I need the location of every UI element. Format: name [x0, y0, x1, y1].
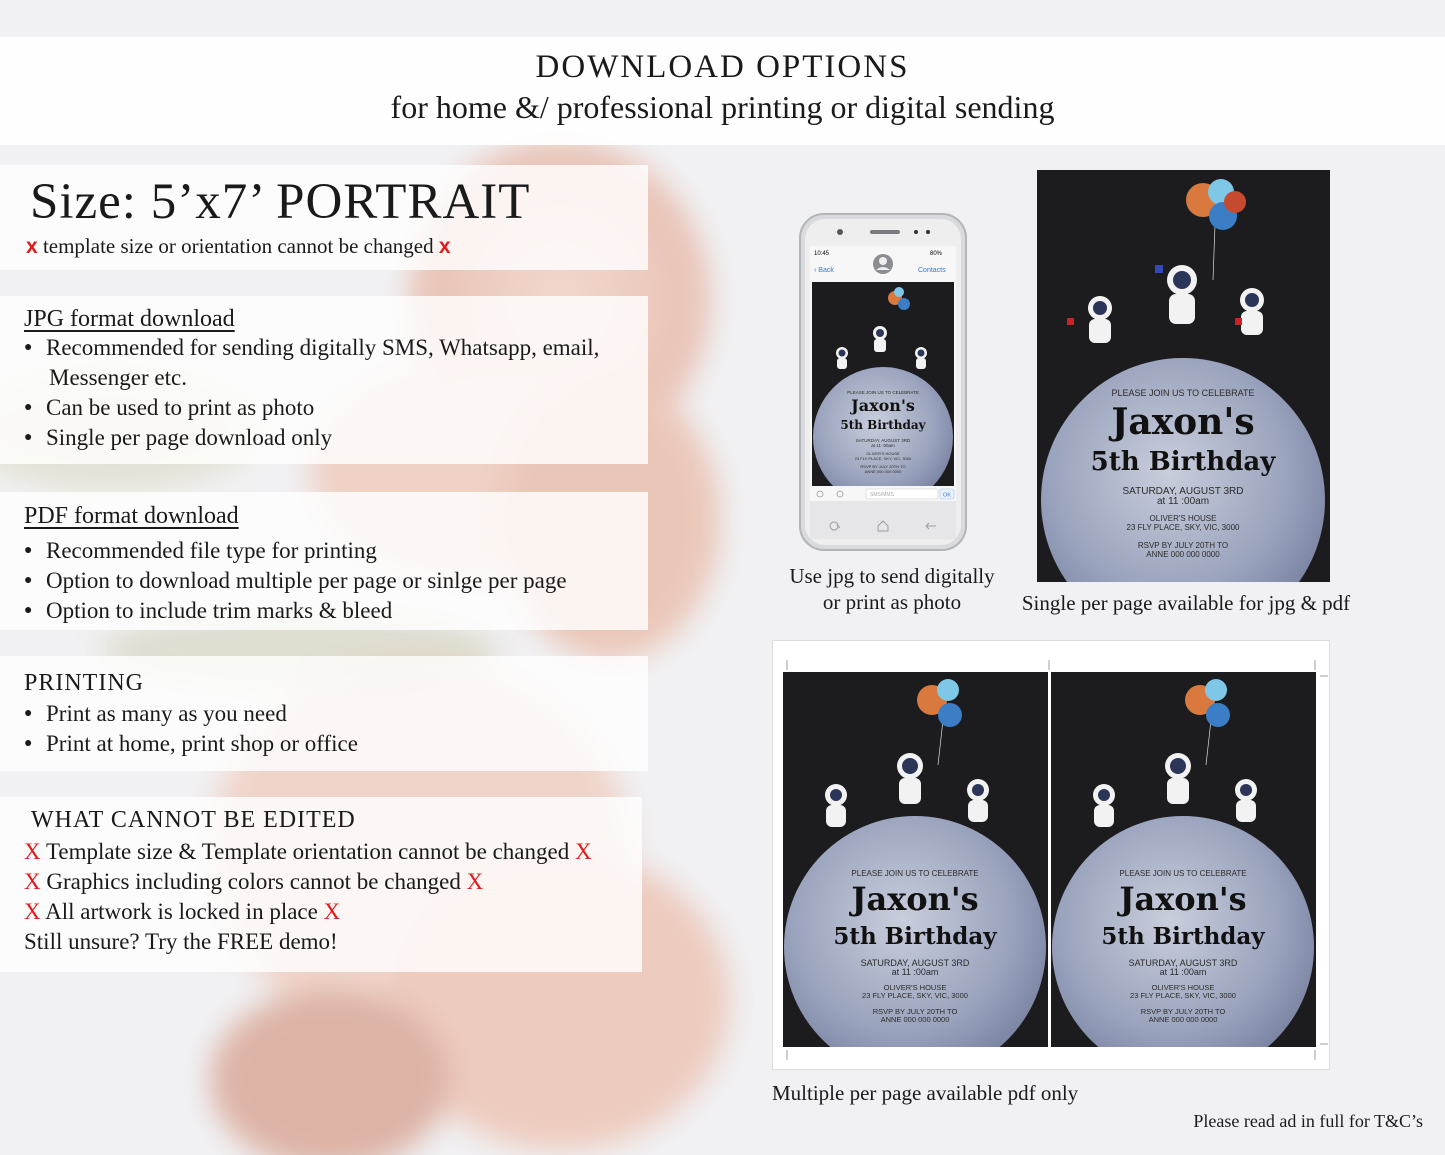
x-mark-icon: X	[466, 869, 484, 894]
invite-date: SATURDAY, AUGUST 3RD	[1122, 486, 1244, 497]
list-item: ● Can be used to print as photo	[24, 393, 332, 423]
phone-contacts[interactable]: Contacts	[918, 267, 946, 274]
cannot-edit-panel	[0, 797, 642, 972]
invite-rsvp: RSVP BY JULY 20TH TO	[1137, 541, 1229, 550]
balloon-icon	[1206, 703, 1230, 727]
pdf-panel	[0, 492, 648, 630]
invite-time: at 11 :00am	[1156, 496, 1210, 507]
phone-invite-contact: ANNE 000 000 0000	[864, 469, 902, 474]
page-title: DOWNLOAD OPTIONS	[535, 49, 910, 85]
list-item: ● Recommended file type for printing	[24, 536, 567, 566]
x-mark-icon: X	[574, 839, 592, 864]
invite-venue: OLIVER'S HOUSE	[883, 983, 947, 992]
list-item: X Graphics including colors cannot be changed X	[24, 869, 484, 894]
size-note-text: template size or orientation cannot be changed	[42, 234, 434, 258]
phone-time: 10:45	[814, 251, 830, 257]
invite-date: SATURDAY, AUGUST 3RD	[1128, 958, 1238, 968]
invite-address: 23 FLY PLACE, SKY, VIC, 3000	[862, 991, 968, 1000]
x-mark-icon: X	[24, 839, 41, 864]
sms-input-placeholder: SMS/MMS	[870, 492, 894, 498]
invite-address: 23 FLY PLACE, SKY, VIC, 3000	[1126, 523, 1240, 532]
single-caption: Single per page available for jpg & pdf	[1021, 591, 1351, 615]
invite-event: 5th Birthday	[1090, 447, 1276, 477]
multiple-caption: Multiple per page available pdf only	[772, 1081, 1079, 1105]
invite-time: at 11 :00am	[1159, 967, 1207, 977]
invitation-copy-left	[783, 672, 1048, 1070]
jpg-continuation: Messenger etc.	[49, 365, 187, 390]
invite-contact: ANNE 000 000 0000	[1148, 1015, 1218, 1024]
invite-contact: ANNE 000 000 0000	[880, 1015, 950, 1024]
multiple-per-page-sheet	[772, 640, 1330, 1070]
list-item: ● Single per page download only	[24, 423, 332, 453]
list-item: ● Option to include trim marks & bleed	[24, 596, 567, 626]
balloon-icon	[898, 298, 910, 310]
jpg-list-2	[24, 393, 332, 453]
ok-button-label: OK	[943, 492, 951, 499]
cannot-edit-lines	[24, 837, 592, 957]
printing-heading: PRINTING	[24, 670, 144, 696]
invite-time: at 11 :00am	[891, 967, 939, 977]
invite-please: PLEASE JOIN US TO CELEBRATE	[1119, 869, 1247, 878]
x-mark-icon: X	[323, 899, 341, 924]
x-mark-icon: X	[24, 869, 41, 894]
phone-invite-name: Jaxon's	[851, 396, 915, 415]
list-item: ● Print as many as you need	[24, 699, 358, 729]
invite-name: Jaxon's	[851, 880, 979, 918]
invite-name: Jaxon's	[1119, 880, 1247, 918]
invite-venue: OLIVER'S HOUSE	[1151, 983, 1215, 992]
size-panel	[0, 165, 648, 270]
phone-invite-rsvp: RSVP BY JULY 20TH TO	[860, 464, 906, 469]
phone-battery: 80%	[930, 251, 943, 257]
phone-invite-please: PLEASE JOIN US TO CELEBRATE	[847, 390, 919, 395]
list-item: ● Print at home, print shop or office	[24, 729, 358, 759]
jpg-list	[24, 333, 599, 363]
invite-rsvp: RSVP BY JULY 20TH TO	[872, 1007, 958, 1016]
invite-address: 23 FLY PLACE, SKY, VIC, 3000	[1130, 991, 1236, 1000]
phone-invite-date: SATURDAY, AUGUST 3RD	[855, 438, 911, 443]
balloon-icon	[938, 703, 962, 727]
phone-caption: Use jpg to send digitally or print as photo	[789, 564, 995, 614]
balloon-icon	[1224, 191, 1246, 213]
phone-invite-address: 23 FLY PLACE, SKY, VIC, 3000	[854, 456, 912, 461]
terms-footnote: Please read ad in full for T&C’s	[1193, 1111, 1423, 1131]
x-mark-icon: x	[26, 235, 38, 258]
x-mark-icon: X	[24, 899, 41, 924]
invite-event: 5th Birthday	[1101, 923, 1265, 950]
phone-invite-event: 5th Birthday	[840, 418, 926, 432]
invite-event: 5th Birthday	[833, 923, 997, 950]
balloon-icon	[1205, 679, 1227, 701]
printing-panel	[0, 656, 648, 771]
list-item: X Template size & Template orientation cannot be changed X	[24, 839, 592, 864]
invite-please: PLEASE JOIN US TO CELEBRATE	[851, 869, 979, 878]
invite-rsvp: RSVP BY JULY 20TH TO	[1140, 1007, 1226, 1016]
pdf-heading: PDF format download	[24, 503, 239, 529]
cannot-edit-heading: WHAT CANNOT BE EDITED	[31, 807, 356, 833]
pdf-list	[24, 536, 567, 626]
balloon-icon	[937, 679, 959, 701]
size-title: Size: 5’x7’ PORTRAIT	[30, 174, 531, 230]
single-invitation-card	[1037, 170, 1330, 582]
invite-name: Jaxon's	[1111, 401, 1255, 443]
list-item: X All artwork is locked in place X	[24, 899, 341, 924]
list-item: ● Recommended for sending digitally SMS, Whatsapp, email,	[24, 333, 599, 363]
jpg-panel	[0, 296, 648, 464]
printing-list	[24, 699, 358, 759]
invite-date: SATURDAY, AUGUST 3RD	[860, 958, 970, 968]
jpg-heading: JPG format download	[24, 306, 235, 332]
page-subtitle: for home &/ professional printing or digital sending	[390, 89, 1055, 125]
invite-contact: ANNE 000 000 0000	[1146, 550, 1220, 559]
invite-please: PLEASE JOIN US TO CELEBRATE	[1111, 388, 1255, 398]
phone-mockup	[798, 212, 968, 552]
balloon-icon	[894, 287, 904, 297]
invite-venue: OLIVER'S HOUSE	[1149, 514, 1217, 523]
header-band	[0, 37, 1445, 145]
phone-back[interactable]: ‹ Back	[814, 267, 834, 274]
phone-invite-venue: OLIVER'S HOUSE	[866, 451, 900, 456]
list-item: ● Option to download multiple per page or sinlge per page	[24, 566, 567, 596]
invitation-copy-right	[1051, 672, 1316, 1070]
demo-line: Still unsure? Try the FREE demo!	[24, 929, 338, 954]
x-mark-icon: x	[438, 235, 451, 258]
size-note	[26, 234, 451, 259]
phone-invite-time: at 11 :00am	[871, 443, 895, 448]
